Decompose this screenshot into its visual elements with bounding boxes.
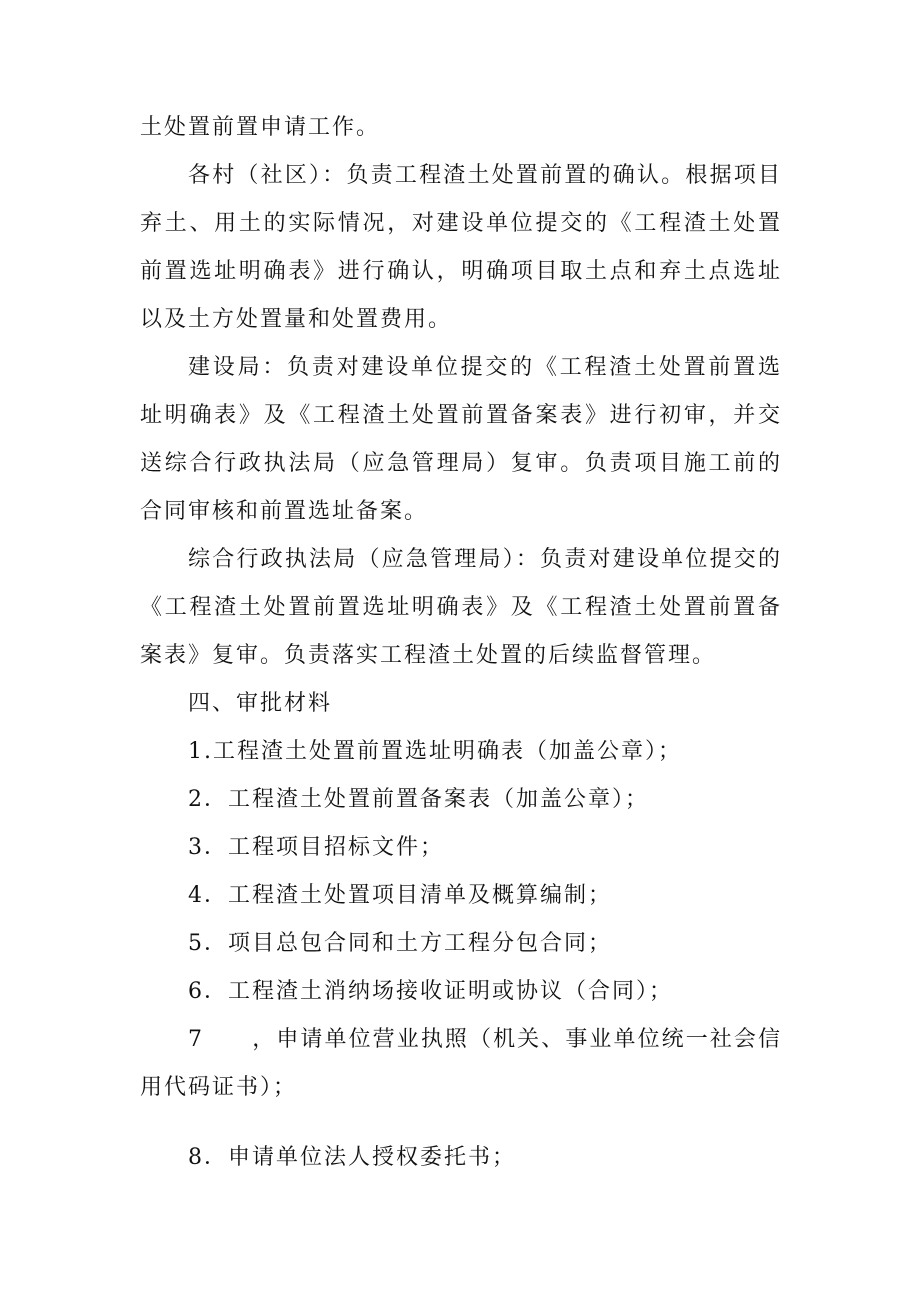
paragraph-enforcement-bureau-duties: 综合行政执法局（应急管理局）：负责对建设单位提交的《工程渣土处置前置选址明确表》及《工程渣土处置前置备案表》复审。负责落实工程渣土处置的后续监督管理。: [140, 547, 782, 668]
material-item: 3．工程项目招标文件；: [188, 835, 444, 860]
document-page: [140, 104, 782, 1182]
section-heading: 四、审批材料: [188, 691, 333, 716]
material-item: 4．工程渣土处置项目清单及概算编制；: [188, 883, 612, 908]
paragraph-continuation: 土处置前置申请工作。: [140, 115, 381, 140]
material-item: 2．工程渣土处置前置备案表（加盖公章）；: [188, 787, 649, 812]
paragraph-construction-bureau-duties: 建设局：负责对建设单位提交的《工程渣土处置前置选址明确表》及《工程渣土处置前置备案表》进行初审，并交送综合行政执法局（应急管理局）复审。负责项目施工前的合同审核和前置选址备案。: [140, 355, 782, 524]
material-item: 8．申请单位法人授权委托书；: [188, 1145, 516, 1170]
material-item: 7 ，申请单位营业执照（机关、事业单位统一社会信用代码证书）；: [140, 1027, 782, 1100]
material-item: 5．项目总包合同和土方工程分包合同；: [188, 931, 612, 956]
material-item: 1.工程渣土处置前置选址明确表（加盖公章）；: [188, 739, 682, 764]
material-item: 6．工程渣土消纳场接收证明或协议（合同）；: [188, 979, 673, 1004]
paragraph-village-duties: 各村（社区）：负责工程渣土处置前置的确认。根据项目弃土、用土的实际情况，对建设单位提交的《工程渣土处置前置选址明确表》进行确认，明确项目取土点和弃土点选址以及土方处置量和处置费用。: [140, 163, 782, 332]
